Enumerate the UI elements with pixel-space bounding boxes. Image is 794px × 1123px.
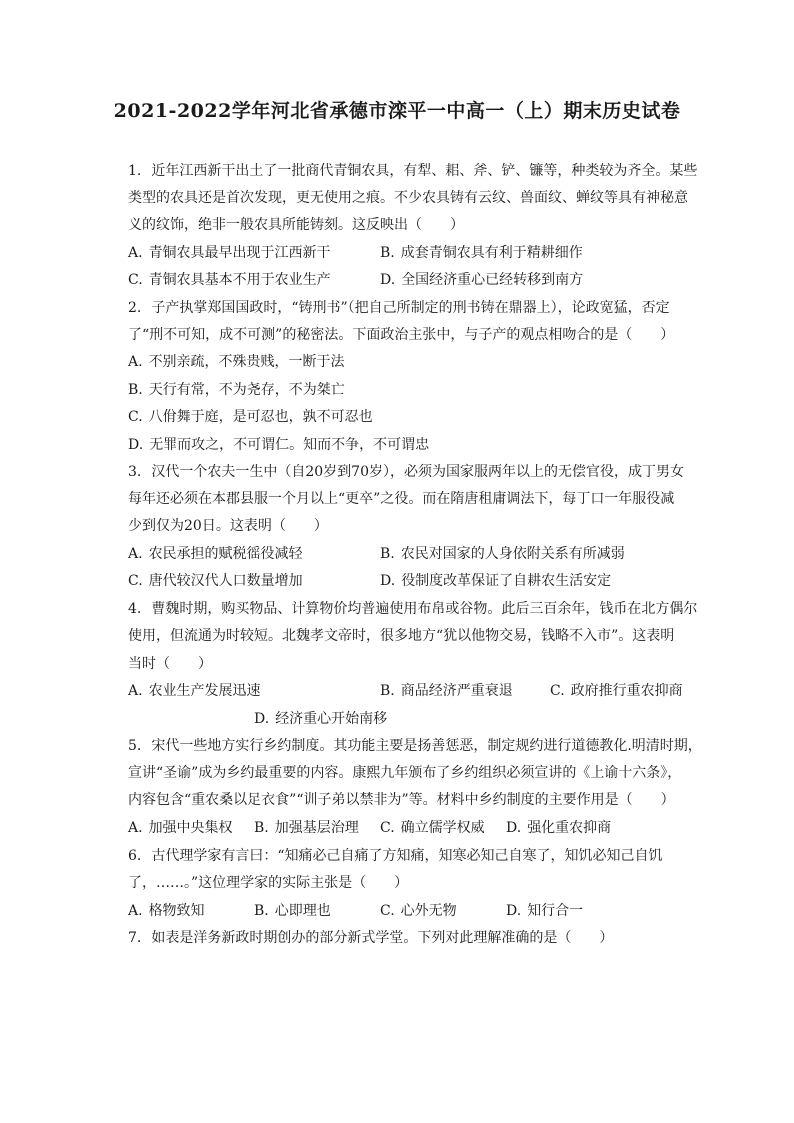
- question-6-line-2: 了，……。”这位理学家的实际主张是（ ）: [128, 875, 409, 891]
- question-3-line-1: 3. 汉代一个农夫一生中（自20岁到70岁），必须为国家服两年以上的无偿官役，成丁男女: [128, 464, 684, 480]
- option-2-b[interactable]: B. 天行有常，不为尧存，不为桀亡: [128, 382, 345, 398]
- question-4-line-2: 使用，但流通为时较短。北魏孝文帝时，很多地方“犹以他物交易，钱略不入市”。这表明: [128, 628, 675, 644]
- option-6-d[interactable]: D. 知行合一: [506, 903, 584, 919]
- question-4-line-3: 当时（ ）: [128, 656, 212, 672]
- option-4-b[interactable]: B. 商品经济严重衰退: [380, 683, 513, 699]
- option-1-a[interactable]: A. 青铜农具最早出现于江西新干: [128, 245, 331, 261]
- option-2-c[interactable]: C. 八佾舞于庭，是可忍也，孰不可忍也: [128, 409, 373, 425]
- question-6-line-1: 6. 古代理学家有言曰：“知痛必己自痛了方知痛，知寒必知己自寒了，知饥必知己自饥: [128, 848, 663, 864]
- question-number: 6.: [128, 848, 142, 864]
- question-5-line-2: 宣讲“圣谕”成为乡约最重要的内容。康熙九年颁布了乡约组织必须宣讲的《上谕十六条》，: [128, 765, 682, 781]
- option-5-c[interactable]: C. 确立儒学权威: [380, 820, 485, 836]
- option-4-d[interactable]: D. 经济重心开始南移: [254, 711, 388, 727]
- question-1-line-3: 义的纹饰，绝非一般农具所能铸刻。这反映出（ ）: [128, 217, 464, 233]
- option-1-c[interactable]: C. 青铜农具基本不用于农业生产: [128, 272, 331, 288]
- question-7-line-1: 7. 如表是洋务新政时期创办的部分新式学堂。下列对此理解准确的是（ ）: [128, 930, 614, 946]
- exam-title: 2021-2022学年河北省承德市滦平一中高一（上）期末历史试卷: [113, 100, 681, 122]
- option-6-b[interactable]: B. 心即理也: [254, 903, 331, 919]
- question-2-line-2: 了“刑不可知，成不可测”的秘密法。下面政治主张中，与子产的观点相吻合的是（ ）: [128, 327, 675, 343]
- option-6-a[interactable]: A. 格物致知: [128, 903, 205, 919]
- question-2-line-1: 2. 子产执掌郑国国政时，“铸刑书”（把自己所制定的刑书铸在鼎器上），论政宽猛，否定: [128, 300, 670, 316]
- option-6-c[interactable]: C. 心外无物: [380, 903, 457, 919]
- option-3-d[interactable]: D. 役制度改革保证了自耕农生活安定: [380, 573, 612, 589]
- question-number: 1.: [128, 163, 142, 179]
- question-number: 2.: [128, 300, 142, 316]
- question-4-line-1: 4. 曹魏时期，购买物品、计算物价均普遍使用布帛或谷物。此后三百余年，钱币在北方偶尔: [128, 601, 698, 617]
- option-5-b[interactable]: B. 加强基层治理: [254, 820, 359, 836]
- question-5-line-3: 内容包含“重农桑以足衣食”“训子弟以禁非为”等。材料中乡约制度的主要作用是（ ）: [128, 792, 675, 808]
- option-1-b[interactable]: B. 成套青铜农具有利于精耕细作: [380, 245, 583, 261]
- question-number: 5.: [128, 738, 142, 754]
- option-5-a[interactable]: A. 加强中央集权: [128, 820, 233, 836]
- option-2-d[interactable]: D. 无罪而攻之，不可谓仁。知而不争，不可谓忠: [128, 437, 430, 453]
- question-number: 3.: [128, 464, 142, 480]
- question-1-line-2: 类型的农具还是首次发现，更无使用之痕。不少农具铸有云纹、兽面纹、蝉纹等具有神秘意: [128, 190, 688, 206]
- option-3-a[interactable]: A. 农民承担的赋税徭役减轻: [128, 546, 303, 562]
- option-5-d[interactable]: D. 强化重农抑商: [506, 820, 612, 836]
- question-1-line-1: 1. 近年江西新干出土了一批商代青铜农具，有犁、耜、斧、铲、镰等，种类较为齐全。某些: [128, 163, 698, 179]
- option-3-c[interactable]: C. 唐代较汉代人口数量增加: [128, 573, 303, 589]
- option-4-c[interactable]: C. 政府推行重农抑商: [550, 683, 683, 699]
- question-number: 4.: [128, 601, 142, 617]
- option-1-d[interactable]: D. 全国经济重心已经转移到南方: [380, 272, 584, 288]
- option-2-a[interactable]: A. 不别亲疏，不殊贵贱，一断于法: [128, 354, 345, 370]
- question-3-line-3: 少到仅为20日。这表明（ ）: [128, 518, 328, 534]
- option-3-b[interactable]: B. 农民对国家的人身依附关系有所减弱: [380, 546, 625, 562]
- question-number: 7.: [128, 930, 142, 946]
- question-3-line-2: 每年还必须在本郡县服一个月以上“更卒”之役。而在隋唐租庸调法下，每丁口一年服役减: [128, 491, 675, 507]
- question-5-line-1: 5. 宋代一些地方实行乡约制度。其功能主要是扬善惩恶，制定规约进行道德教化.明清时期，: [128, 738, 702, 754]
- option-4-a[interactable]: A. 农业生产发展迅速: [128, 683, 261, 699]
